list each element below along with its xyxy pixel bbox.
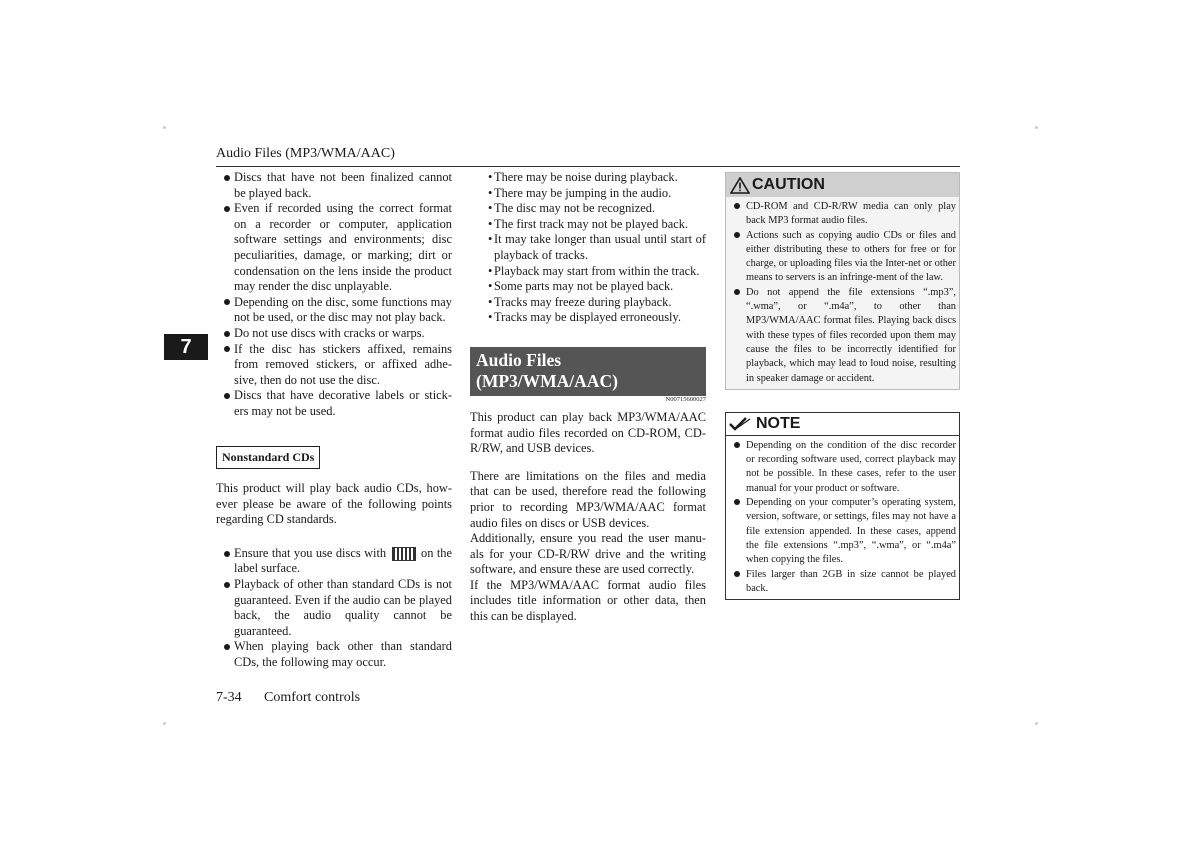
list-item: Files larger than 2GB in size cannot be played back. bbox=[726, 568, 956, 597]
list-item: Actions such as copying audio CDs or files and either distributing these to others for free or for charge, or uploading files via the Inter-net or other means to servers is an infringe-ment of the law. bbox=[726, 229, 956, 286]
list-item: • Some parts may not be played back. bbox=[470, 279, 706, 295]
caution-box bbox=[725, 172, 960, 390]
list-item: • The disc may not be recognized. bbox=[470, 201, 706, 217]
list-item: • It may take longer than usual until start of playback of tracks. bbox=[470, 232, 706, 263]
bullet-icon bbox=[216, 639, 234, 670]
list-item: Depending on the condition of the disc recorder or recording software used, correct playback may not be possible. In these cases, refer to the user manual for your product or software. bbox=[726, 439, 956, 496]
list-item: Even if recorded using the correct format on a recorder or computer, application software settings and environments; disc peculiarities, damage, or marking; dirt or condensation on the lens inside the product may render the disc unplayable. bbox=[216, 201, 452, 295]
page-number: 7-34 bbox=[216, 690, 242, 705]
bullet-icon bbox=[726, 200, 746, 229]
bullet-icon bbox=[216, 577, 234, 639]
dash-bullet: • bbox=[488, 263, 493, 278]
list-item: Depending on the disc, some functions may not be used, or the disc may not play back. bbox=[216, 295, 452, 326]
dash-bullet: • bbox=[488, 310, 493, 325]
bullet-icon bbox=[216, 546, 234, 577]
bullet-icon bbox=[216, 170, 234, 201]
dash-bullet: • bbox=[488, 216, 493, 231]
list-item: Do not use discs with cracks or warps. bbox=[216, 326, 452, 342]
list-item: Discs that have decorative labels or stick-ers may not be used. bbox=[216, 388, 452, 419]
footer-section-title: Comfort controls bbox=[264, 690, 361, 705]
list-item: CD-ROM and CD-R/RW media can only play back MP3 format audio files. bbox=[726, 200, 956, 229]
column-1 bbox=[216, 170, 452, 671]
bullet-icon bbox=[216, 326, 234, 342]
note-list bbox=[726, 436, 959, 599]
note-box bbox=[725, 412, 960, 600]
bullet-icon bbox=[216, 201, 234, 295]
list-item: Ensure that you use discs with on the label surface. bbox=[216, 546, 452, 577]
paragraph: There are limitations on the files and media that can be used, therefore read the following prior to recording MP3/WMA/AAC format audio files on discs or USB devices. bbox=[470, 468, 706, 530]
bullet-icon bbox=[726, 496, 746, 567]
nonstandard-paragraph: This product will play back audio CDs, how-ever please be aware of the following points regarding CD standards. bbox=[216, 481, 452, 527]
list-item: Do not append the file extensions “.mp3”, “.wma”, or “.m4a”, to other than MP3/WMA/AAC format files. Playing back discs with these types of files recorded upon them may cause the files to be incorrectly identified for playback, which may lead to loud noise, resulting in speaker damage or accident. bbox=[726, 286, 956, 386]
paragraph: Additionally, ensure you read the user manu-als for your CD-R/RW drive and the writing software, and ensure these are used correctly. bbox=[470, 531, 706, 577]
dash-bullet: • bbox=[488, 232, 493, 247]
list-item: If the disc has stickers affixed, remains from removed stickers, or affixed adhe-sive, then do not use the disc. bbox=[216, 342, 452, 389]
header-title: Audio Files (MP3/WMA/AAC) bbox=[216, 146, 395, 161]
list-item: Playback of other than standard CDs is not guaranteed. Even if the audio can be played back, the audio quality cannot be guaranteed. bbox=[216, 577, 452, 639]
list-item: • The first track may not be played back. bbox=[470, 217, 706, 233]
list-item: • There may be noise during playback. bbox=[470, 170, 706, 186]
list-item: When playing back other than standard CDs, the following may occur. bbox=[216, 639, 452, 670]
paragraph: If the MP3/WMA/AAC format audio files includes title information or other data, then this can be displayed. bbox=[470, 577, 706, 624]
header-rule bbox=[216, 166, 960, 167]
nonstandard-cds-label: Nonstandard CDs bbox=[216, 446, 320, 470]
chapter-tab: 7 bbox=[164, 334, 208, 360]
paragraph: This product can play back MP3/WMA/AAC format audio files recorded on CD-ROM, CD-R/RW, and USB devices. bbox=[470, 409, 706, 456]
bullet-icon bbox=[726, 229, 746, 286]
bullet-icon bbox=[726, 439, 746, 496]
column-2 bbox=[470, 170, 706, 625]
dash-bullet: • bbox=[488, 279, 493, 294]
dash-bullet: • bbox=[488, 294, 493, 309]
dash-bullet: • bbox=[488, 170, 493, 184]
section-heading: Audio Files (MP3/WMA/AAC) bbox=[470, 347, 706, 396]
bullet-icon bbox=[216, 295, 234, 326]
caution-list bbox=[726, 197, 959, 389]
bullet-icon bbox=[216, 388, 234, 419]
section-code: N00715600027 bbox=[665, 395, 706, 403]
warning-triangle-icon bbox=[730, 177, 750, 194]
bullet-icon bbox=[726, 286, 746, 386]
note-pencil-icon bbox=[728, 416, 752, 432]
list-item: Depending on your computer’s operating system, version, software, or settings, files may not have a file extension appended. In these cases, append the file extensions “.mp3”, “.wma”, or “.m4a” when copying the files. bbox=[726, 496, 956, 567]
note-header: NOTE bbox=[726, 413, 959, 436]
list-item: • Playback may start from within the track. bbox=[470, 264, 706, 280]
dash-bullet: • bbox=[488, 201, 493, 216]
column-3 bbox=[725, 172, 960, 600]
bullet-icon bbox=[216, 342, 234, 389]
list-item: Discs that have not been finalized cannot be played back. bbox=[216, 170, 452, 201]
caution-header: CAUTION bbox=[726, 173, 959, 197]
dash-bullet: • bbox=[488, 185, 493, 200]
list-item: • There may be jumping in the audio. bbox=[470, 186, 706, 202]
list-item: • Tracks may freeze during playback. bbox=[470, 295, 706, 311]
list-item: • Tracks may be displayed erroneously. bbox=[470, 310, 706, 326]
compact-disc-logo-icon bbox=[392, 547, 416, 561]
bullet-icon bbox=[726, 568, 746, 597]
